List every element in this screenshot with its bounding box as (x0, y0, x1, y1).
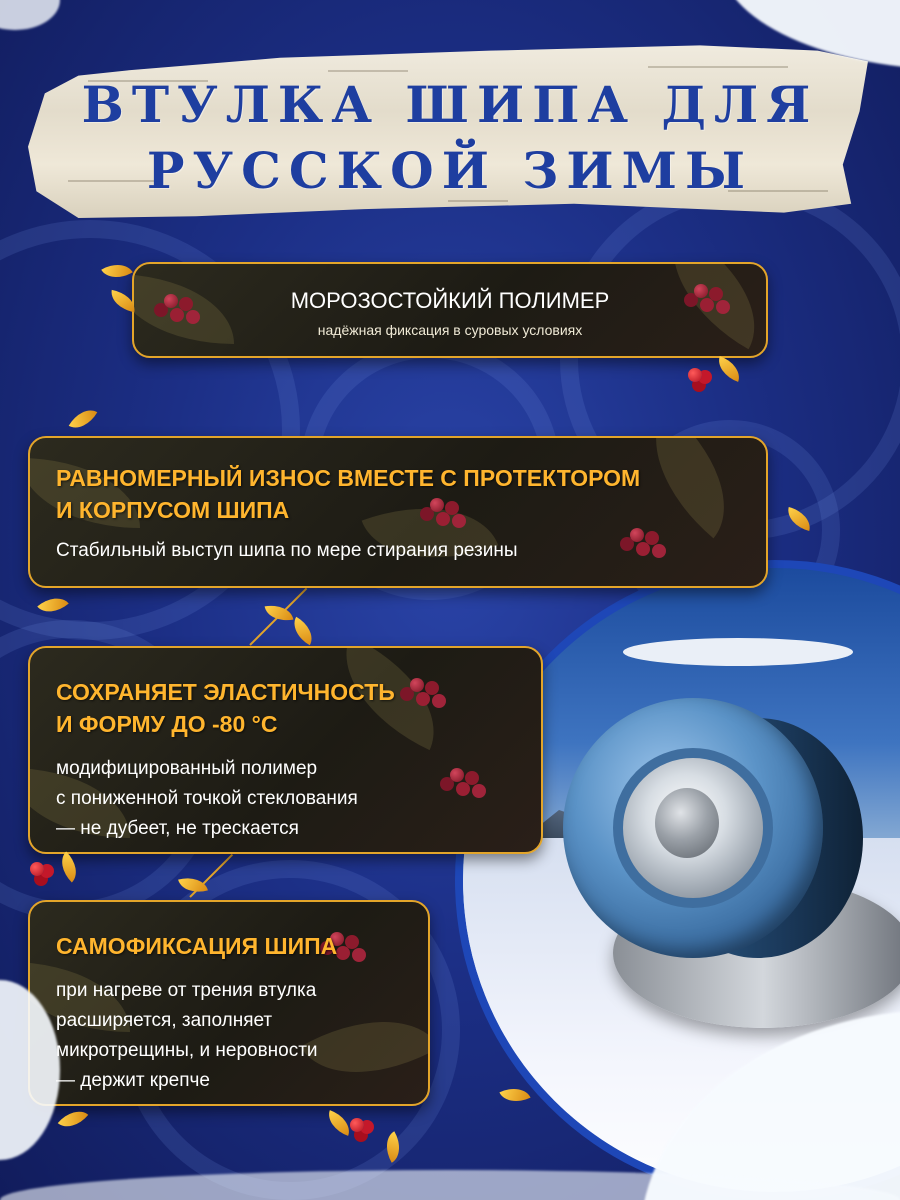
page-title (0, 72, 900, 204)
card4-body-line-3: микротрещины, и неровности (56, 1040, 318, 1061)
card2-heading (56, 462, 740, 526)
feature-card-self-fixing (28, 900, 430, 1106)
feature-card-even-wear (28, 436, 768, 588)
title-line-2: РУССКОЙ ЗИМЫ (146, 141, 754, 200)
card3-body (56, 754, 515, 844)
card4-body-line-2: расширяется, заполняет (56, 1010, 273, 1031)
tire-stud (543, 678, 883, 1018)
rowan-berry-icon (688, 368, 702, 382)
feature-card-elasticity (28, 646, 543, 854)
card3-heading (56, 676, 515, 740)
card4-body (56, 976, 402, 1096)
card3-heading-line-2: И ФОРМУ ДО -80 °C (56, 711, 278, 737)
card2-heading-line-1: РАВНОМЕРНЫЙ ИЗНОС ВМЕСТЕ С ПРОТЕКТОРОМ (56, 465, 641, 491)
cloud (623, 638, 853, 666)
feature-card-frost-resistant (132, 262, 768, 358)
stud-pin (655, 788, 719, 858)
card4-body-line-4: — держит крепче (56, 1070, 211, 1091)
card3-body-line-1: модифицированный полимер (56, 758, 318, 779)
rowan-berry-icon (30, 862, 44, 876)
card1-heading: МОРОЗОСТОЙКИЙ ПОЛИМЕР (290, 288, 610, 313)
title-line-1: ВТУЛКА ШИПА ДЛЯ (81, 75, 819, 134)
card2-body: Стабильный выступ шипа по мере стирания резины (56, 540, 518, 561)
card1-subtext: надёжная фиксация в суровых условиях (317, 322, 583, 338)
card4-body-line-1: при нагреве от трения втулка (56, 980, 317, 1001)
card4-heading: САМОФИКСАЦИЯ ШИПА (56, 933, 338, 959)
card3-body-line-3: — не дубеет, не трескается (56, 818, 299, 839)
rowan-berry-icon (350, 1118, 364, 1132)
card2-heading-line-2: И КОРПУСОМ ШИПА (56, 497, 290, 523)
card3-heading-line-1: СОХРАНЯЕТ ЭЛАСТИЧНОСТЬ (56, 679, 395, 705)
card3-body-line-2: с пониженной точкой стеклования (56, 788, 358, 809)
